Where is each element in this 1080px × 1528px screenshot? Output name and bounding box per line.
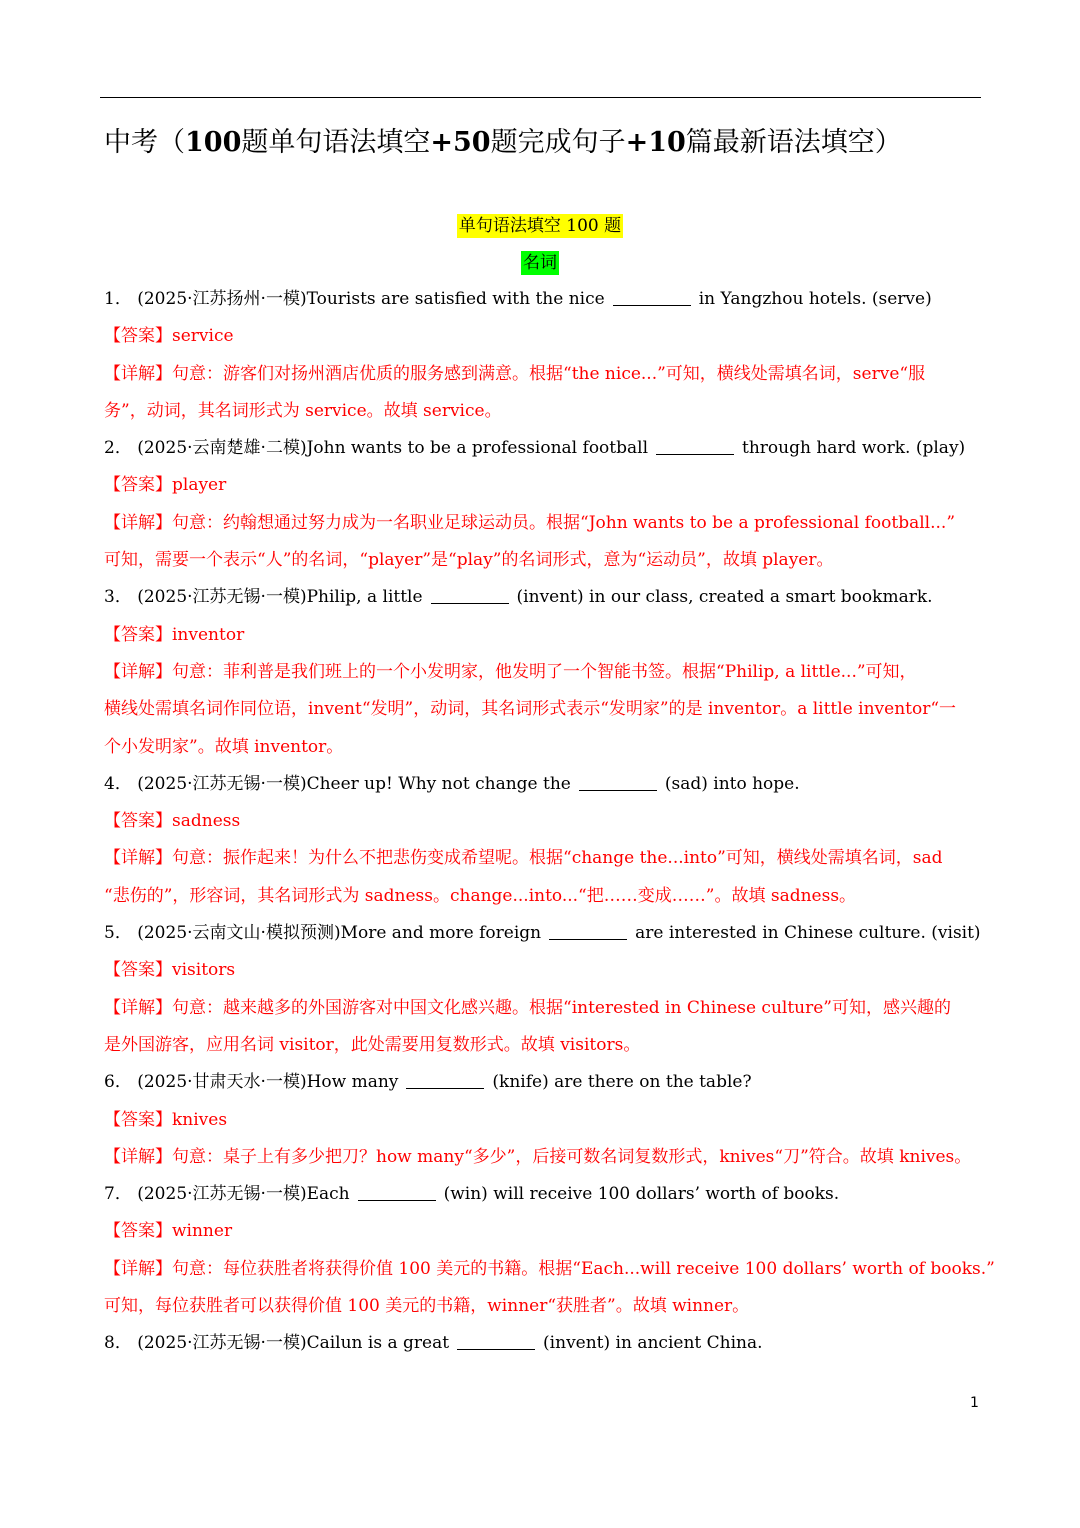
detail-3-line-3: 个小发明家”。故填 inventor。 bbox=[104, 736, 344, 757]
detail-3-line-2: 横线处需填名词作同位语，invent“发明”，动词，其名词形式表示“发明家”的是 inventor。a little inventor“一 bbox=[104, 699, 957, 720]
section-subtitle: 名词 bbox=[523, 253, 557, 273]
answer-3: 【答案】inventor bbox=[104, 624, 245, 645]
detail-2-line-2: 可知，需要一个表示“人”的名词，“player”是“play”的名词形式，意为“运动员”，故填 player。 bbox=[104, 550, 834, 571]
question-5: 5． (2025·云南文山·模拟预测)More and more foreign are interested in Chinese culture. (visit) bbox=[104, 915, 1004, 952]
question-8: 8． (2025·江苏无锡·一模)Cailun is a great (invent) in ancient China. bbox=[104, 1325, 1004, 1362]
answer-blank bbox=[656, 432, 734, 455]
detail-1-line-1: 【详解】句意：游客们对扬州酒店优质的服务感到满意。根据“the nice...”可知，横线处需填名词，serve“服 bbox=[104, 363, 926, 384]
page-number: 1 bbox=[970, 1395, 979, 1411]
detail-7-line-1: 【详解】句意：每位获胜者将获得价值 100 美元的书籍。根据“Each...will receive 100 dollars’ worth of books.” bbox=[104, 1258, 995, 1279]
document-title: 中考（100题单句语法填空+50题完成句子+10篇最新语法填空） bbox=[104, 127, 902, 158]
answer-blank bbox=[431, 581, 509, 604]
question-1: 1． (2025·江苏扬州·一模)Tourists are satisfied with the nice in Yangzhou hotels. (serve) bbox=[104, 281, 1004, 318]
section-subtitle-wrap bbox=[0, 248, 1080, 273]
answer-blank bbox=[457, 1327, 535, 1350]
detail-3-line-1: 【详解】句意：菲利普是我们班上的一个小发明家，他发明了一个智能书签。根据“Philip, a little...”可知， bbox=[104, 661, 917, 682]
question-7: 7． (2025·江苏无锡·一模)Each (win) will receive 100 dollars’ worth of books. bbox=[104, 1176, 1004, 1213]
answer-4: 【答案】sadness bbox=[104, 811, 241, 832]
answer-blank bbox=[358, 1178, 436, 1201]
answer-6: 【答案】knives bbox=[104, 1109, 228, 1130]
question-2: 2． (2025·云南楚雄·二模)John wants to be a professional football through hard work. (play) bbox=[104, 430, 1004, 467]
answer-2: 【答案】player bbox=[104, 475, 227, 496]
section-title: 单句语法填空 100 题 bbox=[458, 216, 622, 236]
detail-4-line-2: “悲伤的”，形容词，其名词形式为 sadness。change...into...“把……变成……”。故填 sadness。 bbox=[104, 885, 857, 906]
detail-2-line-1: 【详解】句意：约翰想通过努力成为一名职业足球运动员。根据“John wants to be a professional football...” bbox=[104, 512, 956, 533]
detail-5-line-1: 【详解】句意：越来越多的外国游客对中国文化感兴趣。根据“interested in Chinese culture”可知，感兴趣的 bbox=[104, 997, 952, 1018]
detail-4-line-1: 【详解】句意：振作起来！为什么不把悲伤变成希望呢。根据“change the...into”可知，横线处需填名词，sad bbox=[104, 848, 943, 869]
question-3: 3． (2025·江苏无锡·一模)Philip, a little (invent) in our class, created a smart bookmark. bbox=[104, 579, 1004, 616]
answer-1: 【答案】service bbox=[104, 326, 234, 347]
answer-7: 【答案】winner bbox=[104, 1221, 233, 1242]
answer-blank bbox=[406, 1066, 484, 1089]
section-title-wrap bbox=[0, 211, 1080, 236]
header-rule bbox=[100, 97, 981, 98]
question-list bbox=[104, 281, 1004, 1363]
detail-1-line-2: 务”，动词，其名词形式为 service。故填 service。 bbox=[104, 400, 502, 421]
answer-blank bbox=[613, 283, 691, 306]
detail-7-line-2: 可知，每位获胜者可以获得价值 100 美元的书籍，winner“获胜者”。故填 winner。 bbox=[104, 1296, 750, 1317]
detail-5-line-2: 是外国游客，应用名词 visitor，此处需要用复数形式。故填 visitors。 bbox=[104, 1034, 641, 1055]
question-4: 4． (2025·江苏无锡·一模)Cheer up! Why not change the (sad) into hope. bbox=[104, 766, 1004, 803]
answer-blank bbox=[579, 768, 657, 791]
answer-blank bbox=[549, 917, 627, 940]
detail-6-line-1: 【详解】句意：桌子上有多少把刀？how many“多少”，后接可数名词复数形式，knives“刀”符合。故填 knives。 bbox=[104, 1146, 972, 1167]
answer-5: 【答案】visitors bbox=[104, 960, 236, 981]
question-6: 6． (2025·甘肃天水·一模)How many (knife) are there on the table? bbox=[104, 1064, 1004, 1101]
